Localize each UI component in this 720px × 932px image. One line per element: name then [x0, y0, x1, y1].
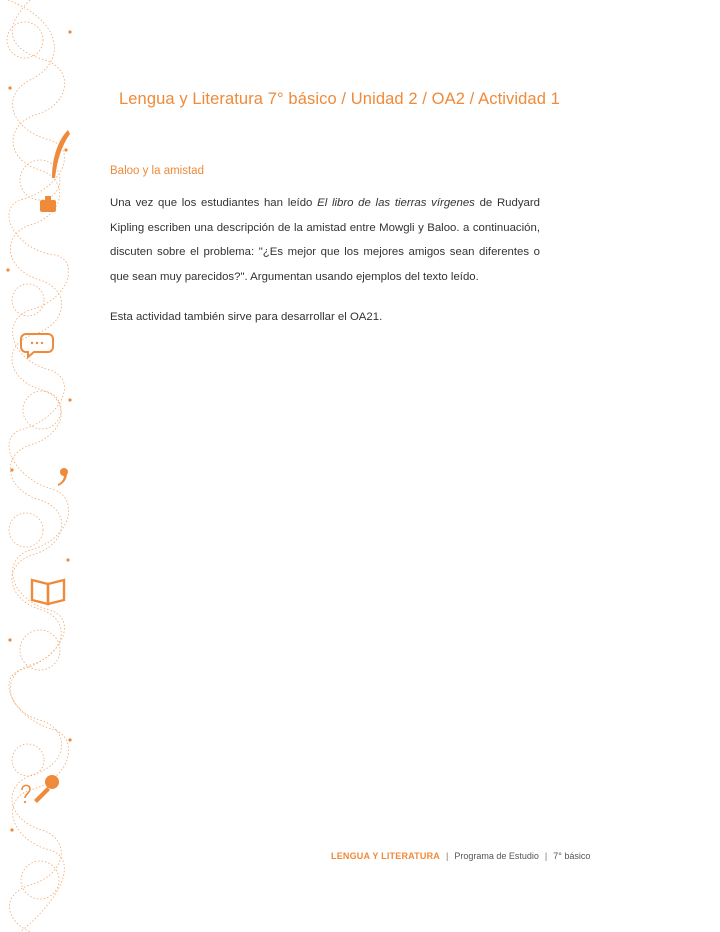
footer-program: Programa de Estudio	[454, 851, 539, 861]
page-footer	[331, 851, 590, 861]
activity-paragraph-1	[110, 191, 540, 289]
footer-subject: LENGUA Y LITERATURA	[331, 851, 440, 861]
footer-separator-1: |	[445, 851, 449, 861]
inkwell-icon	[40, 196, 56, 212]
activity-heading: Baloo y la amistad	[110, 165, 204, 177]
activity-body	[110, 191, 540, 330]
footer-grade: 7° básico	[553, 851, 591, 861]
paragraph-1-rest: de Rudyard Kipling escriben una descripción de la amistad entre Mowgli y Baloo. a continuación, discuten sobre el problema: "¿Es mejor que los mejores amigos sean diferentes o que sean muy parecidos?". Argumentan usando ejemplos del texto leído.	[110, 197, 540, 283]
page-title: Lengua y Literatura 7° básico / Unidad 2 / OA2 / Actividad 1	[119, 90, 560, 108]
side-ornament	[0, 0, 80, 932]
activity-paragraph-2: Esta actividad también sirve para desarrollar el OA21.	[110, 311, 383, 323]
comma-icon	[58, 468, 68, 486]
book-title: El libro de las tierras vírgenes	[317, 197, 475, 209]
paragraph-1-intro: Una vez que los estudiantes han leído	[110, 197, 318, 209]
footer-separator-2: |	[544, 851, 548, 861]
open-book-icon	[32, 580, 64, 604]
microphone-icon	[22, 775, 59, 803]
